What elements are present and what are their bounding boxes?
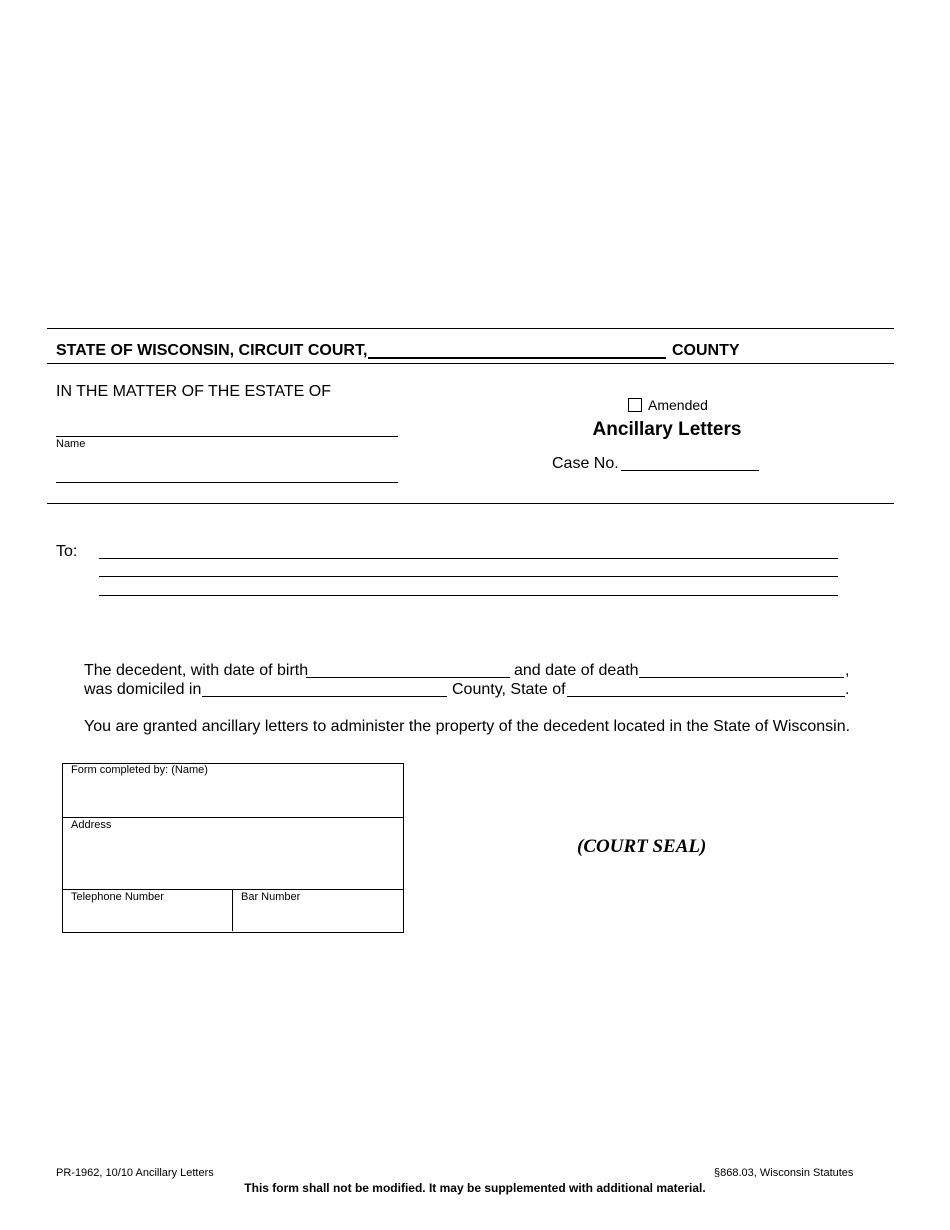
completed-by-address-field[interactable]: Address	[71, 819, 112, 831]
case-number-label: Case No.	[552, 455, 619, 472]
grant-statement: You are granted ancillary letters to administer the property of the decedent located in the State of Wisconsin.	[84, 718, 851, 735]
amended-option[interactable]	[628, 397, 708, 413]
domiciled-label: was domiciled in	[84, 681, 202, 698]
case-number-field[interactable]	[621, 470, 759, 471]
to-line-3[interactable]	[99, 595, 838, 596]
estate-name-caption: Name	[56, 438, 86, 450]
domicile-county-field[interactable]	[202, 696, 447, 697]
telephone-number-field[interactable]: Telephone Number	[71, 891, 164, 903]
to-label: To:	[56, 543, 78, 560]
decedent-death-label: and date of death	[514, 662, 639, 679]
domicile-state-field[interactable]	[567, 696, 845, 697]
statute-reference: §868.03, Wisconsin Statutes	[714, 1167, 854, 1179]
birth-date-field[interactable]	[306, 677, 510, 678]
estate-matter-label: IN THE MATTER OF THE ESTATE OF	[56, 383, 331, 400]
court-header	[56, 342, 367, 360]
death-date-field[interactable]	[639, 677, 844, 678]
header-top-rule	[47, 328, 894, 329]
estate-name-field[interactable]	[56, 436, 398, 437]
completed-by-name-field[interactable]: Form completed by: (Name)	[71, 764, 208, 776]
court-line-label: STATE OF WISCONSIN, CIRCUIT COURT,	[56, 342, 368, 359]
form-title: Ancillary Letters	[592, 419, 742, 440]
amended-checkbox[interactable]	[628, 398, 642, 412]
estate-name-field-2[interactable]	[56, 482, 398, 483]
to-line-1[interactable]	[99, 558, 838, 559]
to-line-2[interactable]	[99, 576, 838, 577]
decedent-birth-label: The decedent, with date of birth	[84, 662, 309, 679]
completed-by-box	[62, 763, 404, 933]
court-seal-label: (COURT SEAL)	[577, 836, 707, 857]
county-label: COUNTY	[672, 342, 740, 359]
line1-comma: ,	[845, 662, 850, 679]
completed-by-divider-1	[62, 817, 403, 818]
line2-period: .	[845, 681, 850, 698]
county-name-field[interactable]	[368, 357, 666, 359]
header-bottom-rule	[47, 363, 894, 364]
form-identifier: PR-1962, 10/10 Ancillary Letters	[56, 1167, 214, 1179]
amended-label: Amended	[648, 397, 708, 413]
caption-bottom-rule	[47, 503, 894, 504]
modification-notice: This form shall not be modified. It may be supplemented with additional material.	[244, 1181, 706, 1195]
bar-number-field[interactable]: Bar Number	[241, 891, 301, 903]
completed-by-vertical-divider	[232, 889, 233, 931]
state-of-label: County, State of	[452, 681, 566, 698]
